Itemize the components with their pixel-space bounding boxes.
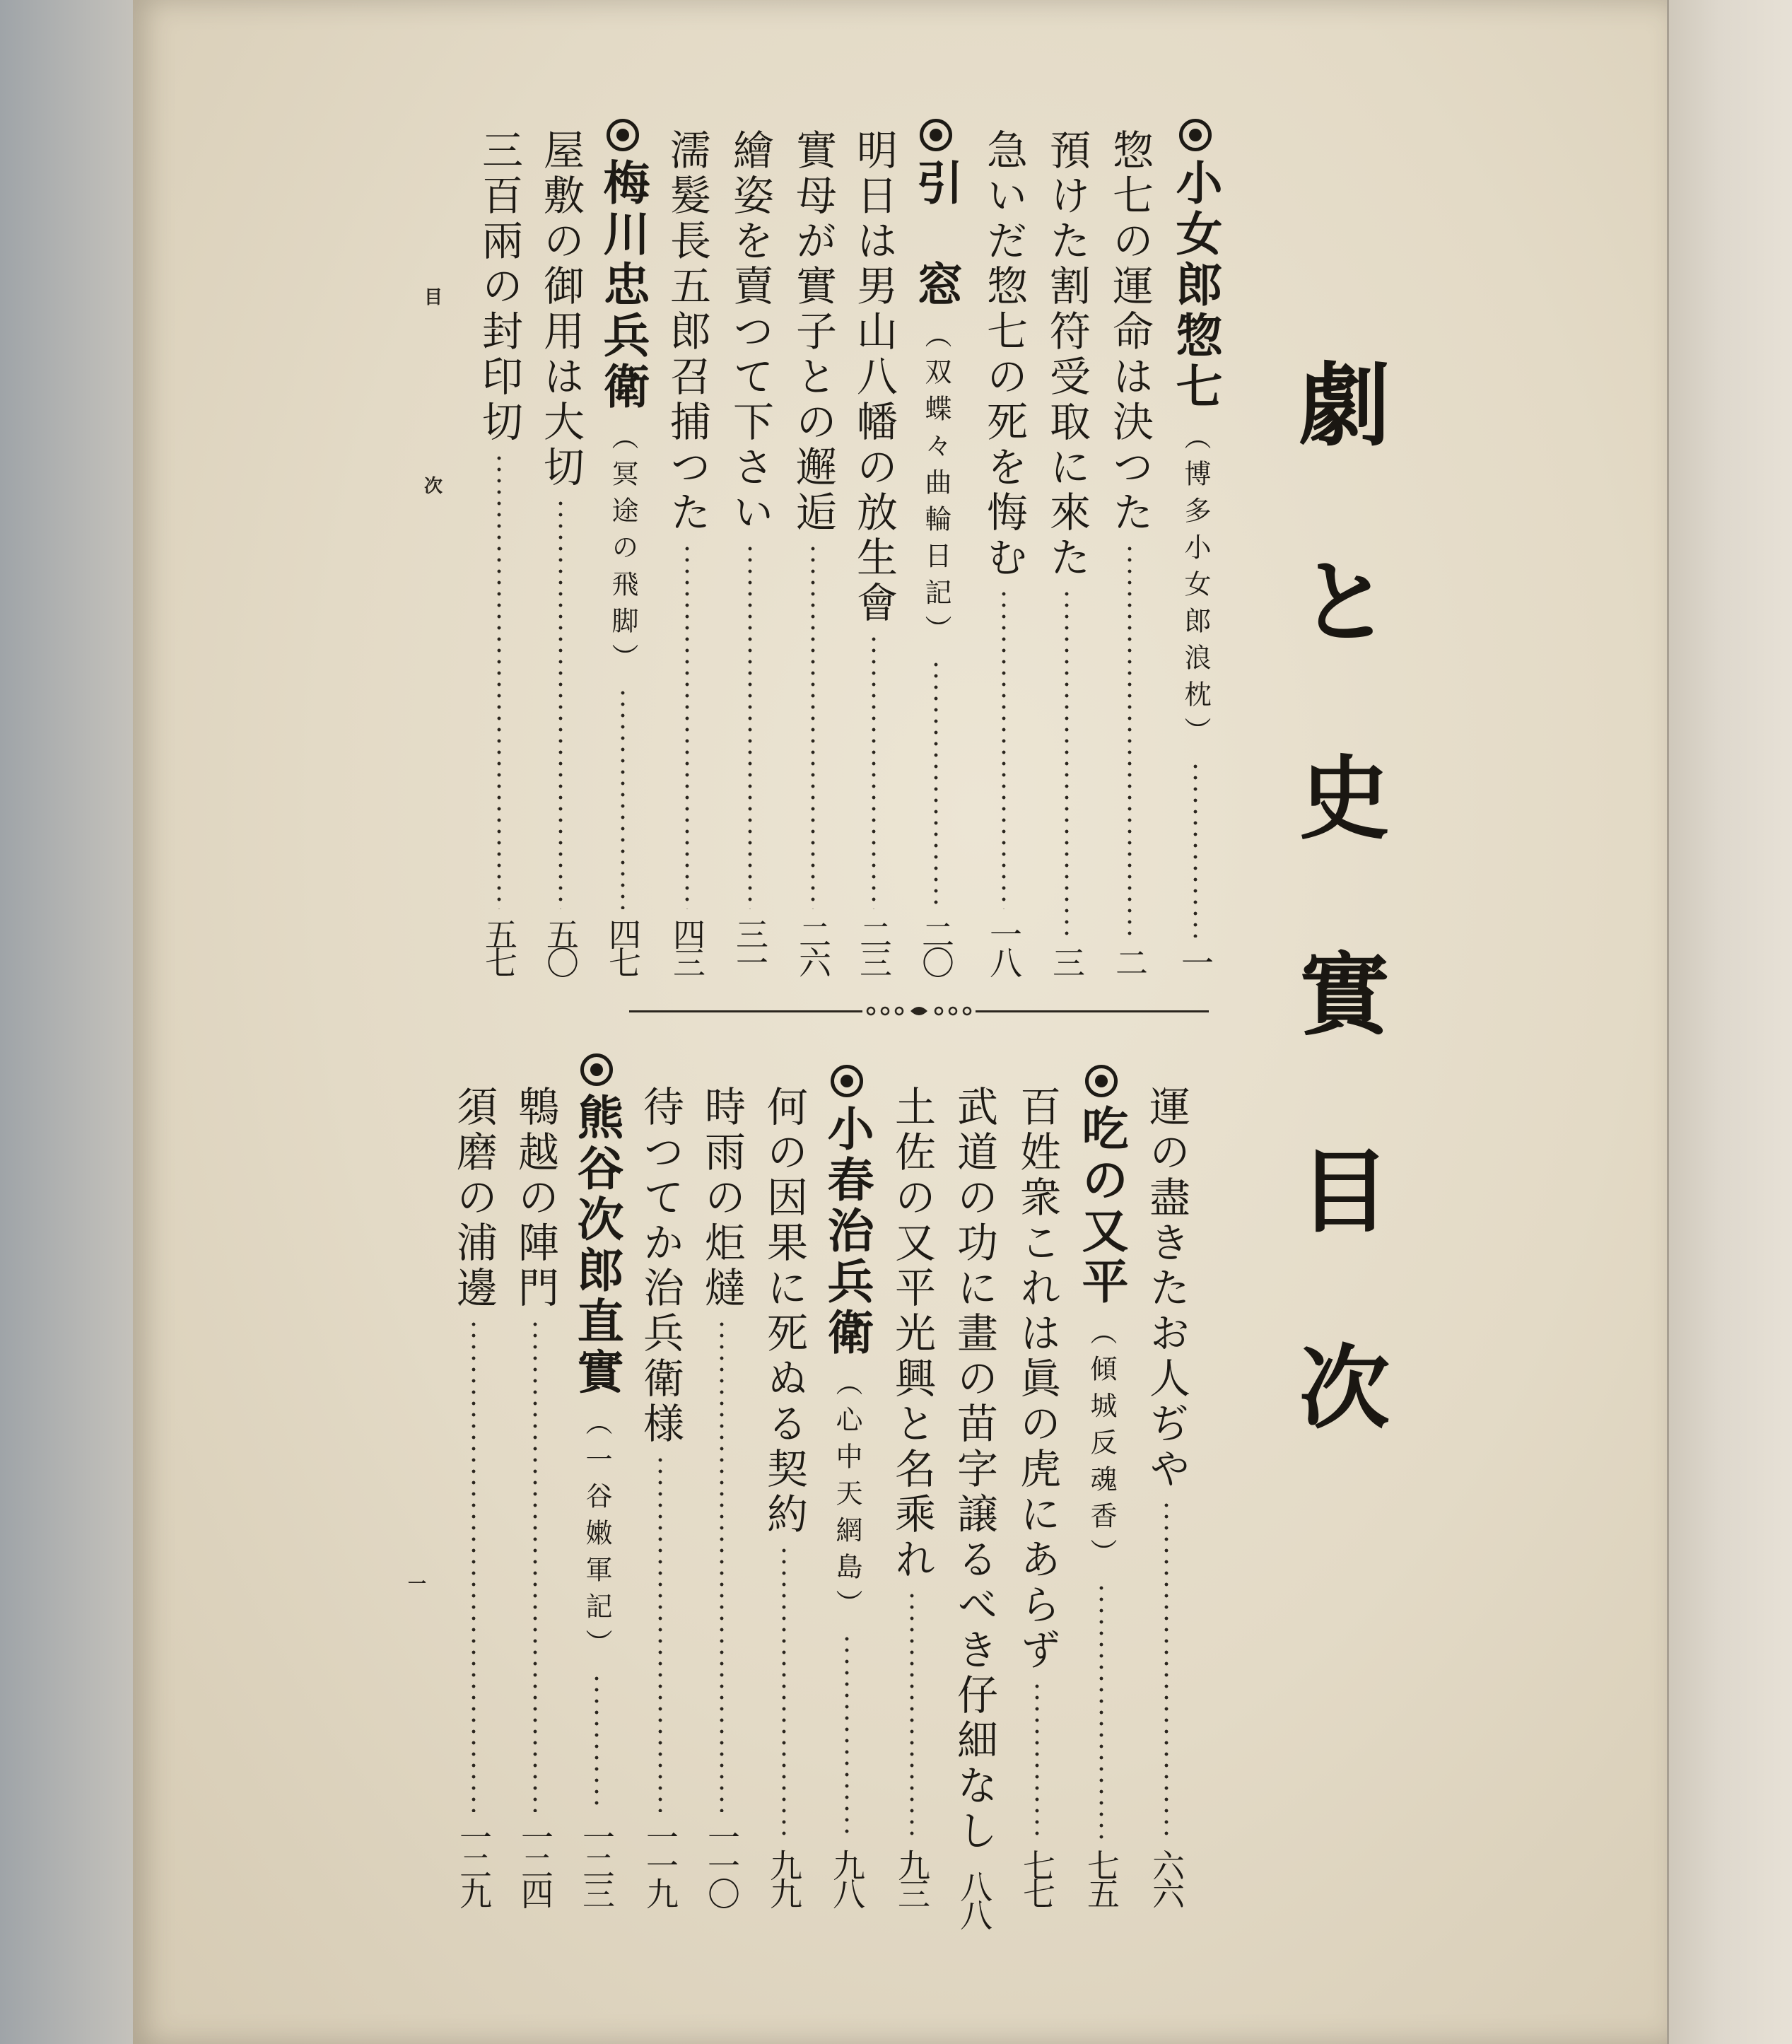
toc-entry — [1101, 129, 1159, 974]
toc-entry — [445, 1085, 503, 1905]
title-char: 次 — [1299, 1336, 1390, 1442]
entry-subtitle: （一谷嫩軍記） — [581, 1408, 612, 1666]
page-title — [1288, 353, 1401, 1540]
page-number: 一一九 — [641, 1821, 679, 1905]
toc-entry — [658, 129, 716, 974]
entry-title: 屋敷の御用は大切 — [537, 129, 585, 491]
toc-entry — [631, 1085, 689, 1905]
bullet-icon — [607, 119, 639, 151]
entry-title: 小春治兵衛 — [819, 1104, 874, 1359]
dot-leader — [685, 543, 689, 909]
toc-entry — [907, 119, 965, 974]
bullet-icon — [580, 1053, 613, 1086]
page-number: 七五 — [1082, 1849, 1120, 1905]
dot-leader — [621, 687, 625, 909]
bullet-icon — [831, 1065, 863, 1097]
page-number: 三一 — [731, 918, 769, 974]
toc-entry — [1038, 129, 1096, 974]
toc-entry — [506, 1085, 564, 1905]
toc-entry — [693, 1085, 751, 1905]
toc-entry — [975, 129, 1033, 974]
divider-line — [976, 1010, 1209, 1012]
entry-title: 引 窓 — [908, 158, 964, 311]
toc-entry — [818, 1065, 876, 1905]
page-number: 七七 — [1018, 1849, 1056, 1905]
entry-subtitle: （心中天網島） — [831, 1369, 862, 1626]
entry-title: 武道の功に畫の苗字譲るべき仔細なし — [950, 1085, 998, 1855]
dot-leader — [533, 1319, 537, 1812]
entry-title: 急いだ惣七の死を悔む — [980, 129, 1028, 581]
toc-entry — [845, 129, 903, 974]
page-number: 一 — [1176, 946, 1214, 974]
entry-title: 繪姿を賣つて下さい — [726, 129, 774, 536]
page-number: 六六 — [1147, 1849, 1185, 1905]
bullet-icon — [1179, 119, 1212, 151]
toc-entry — [784, 129, 842, 974]
page-number: 五七 — [480, 918, 518, 974]
title-char: 實 — [1299, 942, 1390, 1049]
ornament-icon — [862, 1004, 976, 1018]
entry-title: 預けた割符受取に來た — [1043, 129, 1091, 581]
dot-leader — [558, 498, 563, 909]
toc-entry — [470, 129, 528, 974]
adjacent-page-edge — [1667, 0, 1792, 2044]
toc-entry — [721, 129, 779, 974]
dot-leader — [872, 633, 876, 909]
entry-title: 鵯越の陣門 — [511, 1085, 559, 1312]
entry-title: 待つてか治兵衛様 — [636, 1085, 684, 1447]
section-divider — [629, 1004, 1209, 1018]
divider-line — [629, 1010, 862, 1012]
title-char: 目 — [1299, 1139, 1390, 1245]
page-number: 八八 — [955, 1870, 993, 1927]
dot-leader — [1099, 1582, 1103, 1840]
page-number: 九九 — [765, 1849, 803, 1905]
folio-page-number: 一 — [407, 1574, 426, 1595]
toc-entry — [1166, 119, 1224, 974]
entry-title: 三百兩の封印切 — [475, 129, 523, 445]
entry-title: 濡髮長五郎召捕つた — [663, 129, 711, 536]
page-number: 二六 — [794, 918, 832, 974]
entry-title: 小女郎惣七 — [1168, 158, 1223, 413]
running-header — [424, 283, 452, 498]
entry-title: 吃の又平 — [1074, 1104, 1129, 1308]
page-number: 五〇 — [541, 918, 580, 974]
running-header-char: 次 — [424, 476, 443, 497]
entry-subtitle: （双蝶々曲輪日記） — [920, 321, 951, 652]
dot-leader — [1164, 1500, 1169, 1840]
entry-title: 梅川忠兵衛 — [595, 158, 650, 413]
page-number: 一一〇 — [703, 1821, 741, 1905]
entry-subtitle: （冥途の飛脚） — [607, 423, 638, 680]
dot-leader — [1128, 543, 1132, 938]
toc-entry — [1072, 1065, 1130, 1905]
dot-leader — [782, 1545, 786, 1840]
entry-title: 何の因果に死ぬる契約 — [760, 1085, 808, 1538]
running-header-char: 目 — [424, 287, 443, 308]
dot-leader — [811, 543, 815, 909]
dot-leader — [934, 659, 938, 909]
page-number: 二三 — [855, 918, 893, 974]
entry-title: 實母が實子との邂逅 — [789, 129, 837, 536]
dot-leader — [658, 1454, 662, 1812]
dot-leader — [1035, 1681, 1039, 1840]
entry-title: 惣七の運命は決つた — [1106, 129, 1154, 536]
dot-leader — [595, 1673, 599, 1812]
dot-leader — [472, 1319, 476, 1812]
dot-leader — [748, 543, 752, 909]
entry-title: 時雨の炬燵 — [698, 1085, 746, 1312]
background-left — [0, 0, 141, 2044]
toc-entry — [532, 129, 590, 974]
toc-entry — [568, 1053, 626, 1905]
title-char: 劇 — [1299, 353, 1390, 459]
page-number: 一二四 — [516, 1821, 554, 1905]
toc-entry — [755, 1085, 813, 1905]
bullet-icon — [1085, 1065, 1118, 1097]
page-number: 二 — [1111, 946, 1149, 974]
toc-entry — [594, 119, 652, 974]
dot-leader — [1002, 588, 1006, 909]
page-number: 四三 — [668, 918, 706, 974]
title-char: と — [1299, 549, 1390, 655]
entry-title: 須磨の浦邊 — [450, 1085, 498, 1312]
entry-title: 運の盡きたお人ぢや — [1142, 1085, 1190, 1493]
toc-entry — [883, 1085, 941, 1905]
dot-leader — [1193, 761, 1197, 938]
page-number: 九八 — [828, 1849, 866, 1905]
title-char: 史 — [1299, 746, 1390, 852]
page-number: 一二九 — [455, 1821, 493, 1905]
toc-entry — [945, 1085, 1003, 1927]
dot-leader — [720, 1319, 724, 1812]
entry-title: 熊谷次郎直實 — [569, 1093, 624, 1398]
toc-entry — [1137, 1085, 1195, 1905]
page-number: 三 — [1048, 946, 1086, 974]
entry-title: 土佐の又平光興と名乘れ — [888, 1085, 936, 1583]
dot-leader — [497, 452, 501, 909]
entry-subtitle: （傾城反魂香） — [1086, 1318, 1117, 1575]
dot-leader — [910, 1590, 914, 1840]
bullet-icon — [920, 119, 952, 151]
page-number: 一二三 — [578, 1821, 616, 1905]
entry-subtitle: （博多小女郎浪枕） — [1180, 423, 1211, 754]
entry-title: 百姓衆これは眞の虎にあらず — [1013, 1085, 1061, 1674]
toc-entry — [1008, 1085, 1066, 1905]
page-number: 二〇 — [917, 918, 955, 974]
dot-leader — [845, 1633, 849, 1840]
page-number: 四七 — [604, 918, 642, 974]
entry-title: 明日は男山八幡の放生會 — [850, 129, 898, 626]
page-number: 一八 — [985, 918, 1023, 974]
page-number: 九三 — [893, 1849, 931, 1905]
dot-leader — [1065, 588, 1069, 938]
